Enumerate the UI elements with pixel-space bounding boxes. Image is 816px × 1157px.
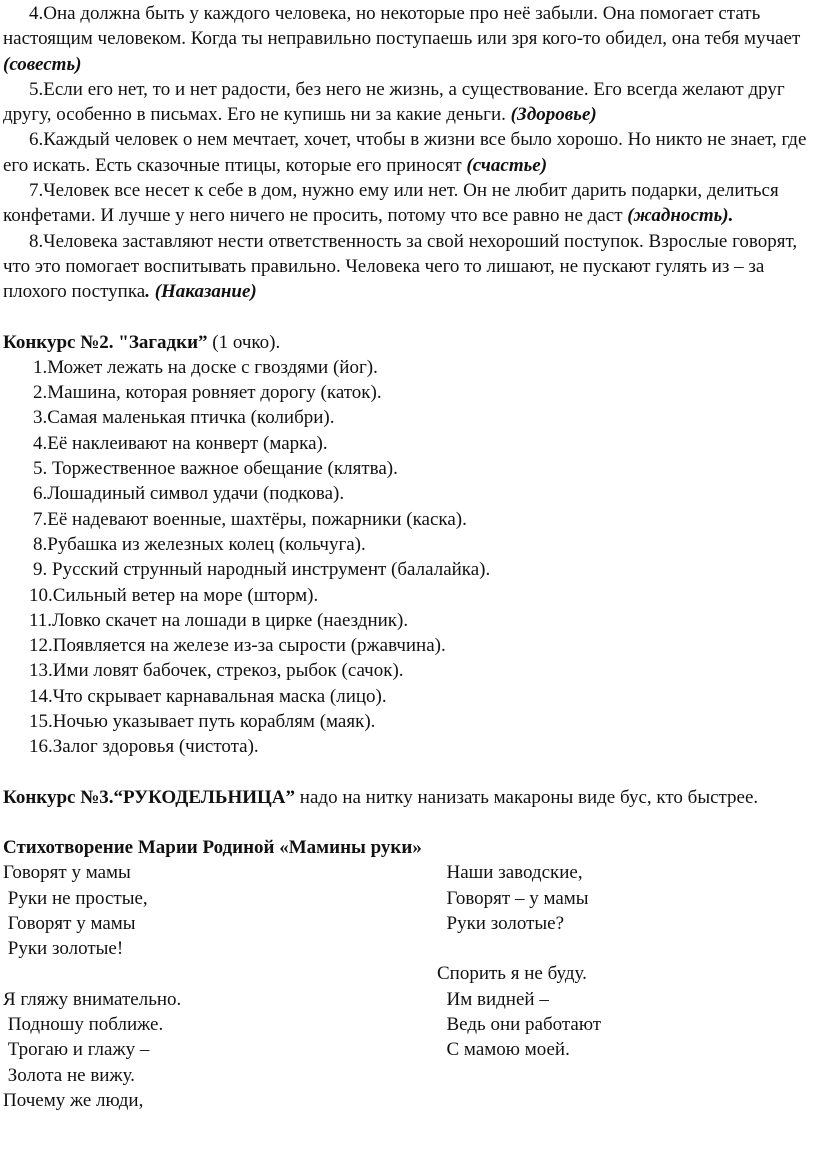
spacer [3, 760, 813, 785]
paragraph-text: 6.Каждый человек о нем мечтает, хочет, чтобы в жизни все было хорошо. Но никто не знает, где его искать. Есть сказочные птицы, которые его приносят [3, 129, 807, 176]
riddle-list [3, 355, 813, 760]
spacer [3, 810, 813, 835]
answer-text: (жадность). [627, 205, 734, 227]
paragraph-text: 7.Человек все несет к себе в дом, нужно ему или нет. Он не любит дарить подарки, делиться конфетами. И лучше у него ничего не просить, потому что все равно не даст [3, 180, 779, 227]
paragraph-text: 8.Человека заставляют нести ответственность за свой нехороший поступок. Взрослые говорят, что это помогает воспитывать правильно. Человека чего то лишают, не пускают гулять из – за плохого поступка [3, 230, 798, 303]
poem-line: Ведь они работают [437, 1013, 602, 1035]
list-item: 14.Что скрывает карнавальная маска (лицо). [29, 685, 387, 707]
poem-line: Почему же люди, [3, 1089, 144, 1111]
list-item: 12.Появляется на железе из-за сырости (ржавчина). [29, 635, 446, 657]
list-item: 16.Залог здоровья (чистота). [29, 736, 259, 758]
list-item: 2.Машина, которая ровняет дорогу (каток). [33, 382, 382, 404]
list-item: 13.Ими ловят бабочек, стрекоз, рыбок (сачок). [29, 660, 404, 682]
list-item: 7.Её надевают военные, шахтёры, пожарники (каска). [33, 508, 467, 530]
poem-line: Говорят у мамы [3, 912, 136, 934]
poem-columns [3, 860, 813, 1112]
list-item: 11.Ловко скачет на лошади в цирке (наездник). [29, 609, 409, 631]
list-item: 3.Самая маленькая птичка (колибри). [33, 407, 335, 429]
list-item: 9. Русский струнный народный инструмент (балалайка). [33, 559, 491, 581]
list-item: 1.Может лежать на доске с гвоздями (йог). [33, 356, 378, 378]
riddle-paragraph-4 [3, 1, 813, 77]
riddle-paragraph-6 [3, 127, 813, 178]
poem-line: Я гляжу внимательно. [3, 988, 182, 1010]
poem-line [3, 961, 181, 986]
riddle-paragraph-7 [3, 178, 813, 229]
list-item: 15.Ночью указывает путь кораблям (маяк). [29, 711, 376, 733]
poem-line: Говорят – у мамы [437, 887, 589, 909]
poem-line: С мамою моей. [437, 1039, 570, 1061]
poem-line: Руки не простые, [3, 887, 148, 909]
poem-title: Стихотворение Марии Родиной «Мамины руки» [3, 836, 422, 858]
poem-line: Им видней – [437, 988, 549, 1010]
list-item: 4.Её наклеивают на конверт (марка). [33, 432, 328, 454]
poem-left-column [3, 860, 181, 1113]
paragraph-text: 4.Она должна быть у каждого человека, но некоторые про неё забыли. Она помогает стать настоящим человеком. Когда ты неправильно поступаешь или зря кого-то обидел, она тебя мучает [3, 3, 801, 50]
poem-line: Руки золотые! [3, 938, 124, 960]
contest-3-title: Конкурс №3.“РУКОДЕЛЬНИЦА” [3, 786, 296, 808]
contest-3-text: надо на нитку нанизать макароны виде бус, кто быстрее. [295, 786, 759, 808]
riddle-paragraph-8 [3, 229, 813, 305]
poem-line [437, 936, 601, 961]
answer-text: (совесть) [3, 53, 82, 75]
poem-line: Золота не вижу. [3, 1064, 135, 1086]
poem-line: Спорить я не буду. [437, 963, 587, 985]
list-item: 6.Лошадиный символ удачи (подкова). [33, 483, 345, 505]
list-item: 10.Сильный ветер на море (шторм). [29, 584, 319, 606]
paragraph-text: 5.Если его нет, то и нет радости, без него не жизнь, а существование. Его всегда желают друг другу, особенно в письмах. Его не купишь ни за какие деньги. [3, 78, 785, 126]
riddle-paragraph-5 [3, 77, 813, 128]
poem-line: Трогаю и глажу – [3, 1039, 150, 1061]
answer-text: (счастье) [466, 154, 548, 176]
document-page [3, 1, 813, 1112]
poem-line: Наши заводские, [437, 862, 583, 884]
answer-text: (Здоровье) [510, 104, 597, 126]
poem-right-column [437, 860, 601, 1062]
spacer [3, 305, 813, 330]
poem-line: Руки золотые? [437, 912, 565, 934]
list-item: 8.Рубашка из железных колец (кольчуга). [33, 533, 366, 555]
contest-2-note: (1 очко). [207, 331, 281, 353]
poem-line: Подношу поближе. [3, 1013, 164, 1035]
poem-line: Говорят у мамы [3, 862, 131, 884]
list-item: 5. Торжественное важное обещание (клятва). [33, 458, 398, 480]
contest-2-heading [3, 330, 813, 355]
contest-3-paragraph [3, 785, 813, 810]
contest-2-title: Конкурс №2. "Загадки” [3, 331, 208, 353]
answer-text: . (Наказание) [145, 281, 257, 303]
